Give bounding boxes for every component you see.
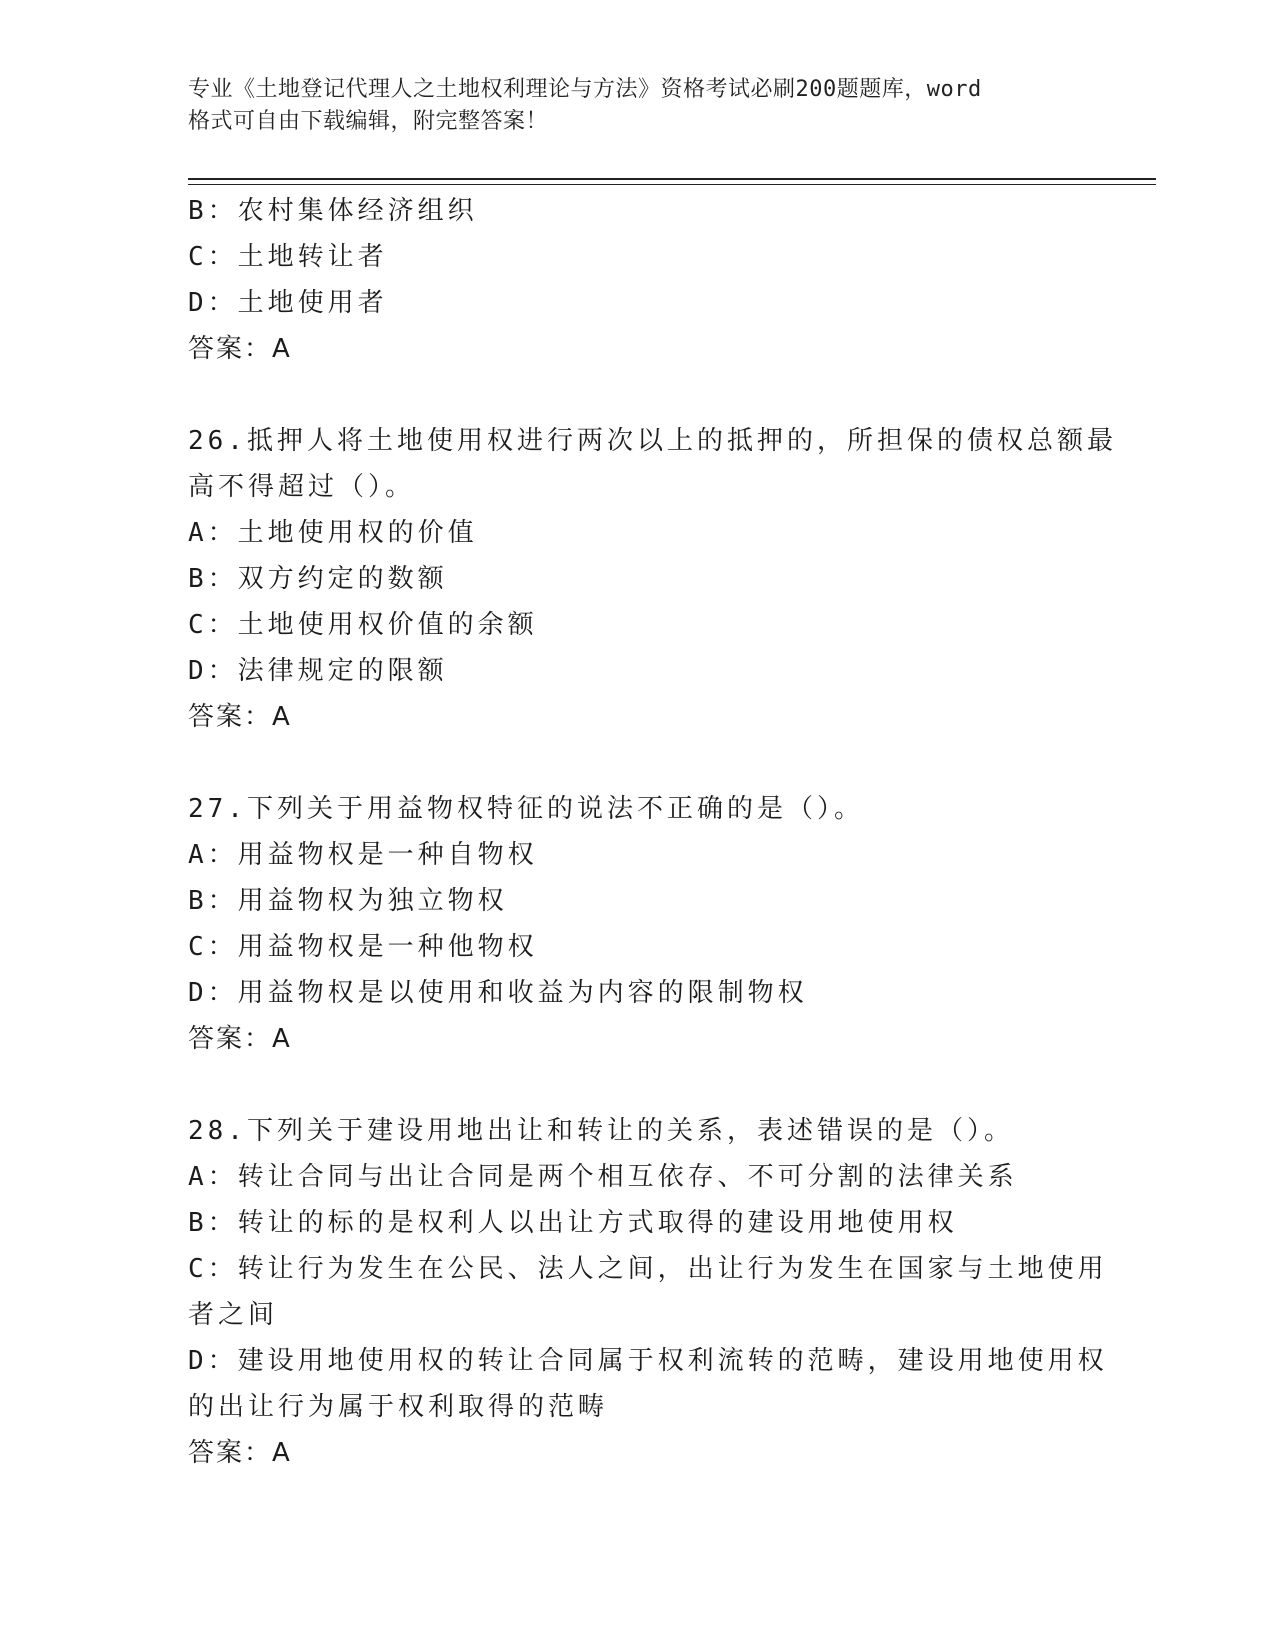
question-text: 28.下列关于建设用地出让和转让的关系，表述错误的是（）。 [188,1116,1014,1146]
option-b: B：转让的标的是权利人以出让方式取得的建设用地使用权 [188,1208,958,1238]
option-d-continued: 的出让行为属于权利取得的范畴 [188,1392,609,1422]
header-line-2: 格式可自由下载编辑，附完整答案！ [188,109,549,134]
option-d: D：法律规定的限额 [188,656,448,686]
option-d: D：土地使用者 [188,288,388,318]
question-block-28 [188,1108,1108,1476]
option-a: A：用益物权是一种自物权 [188,840,538,870]
question-text: 27.下列关于用益物权特征的说法不正确的是（）。 [188,794,864,824]
header-divider-thick [188,178,1156,180]
question-block-27 [188,786,1088,1062]
option-a: A：转让合同与出让合同是两个相互依存、不可分割的法律关系 [188,1162,1018,1192]
answer: 答案：A [188,702,292,732]
option-c: C：用益物权是一种他物权 [188,932,538,962]
answer: 答案：A [188,1024,292,1054]
option-c: C：转让行为发生在公民、法人之间，出让行为发生在国家与土地使用 [188,1254,1108,1284]
option-c-continued: 者之间 [188,1300,279,1330]
answer: 答案：A [188,1438,292,1468]
option-b: B：双方约定的数额 [188,564,448,594]
option-c: C：土地使用权价值的余额 [188,610,538,640]
question-text-continued: 高不得超过（）。 [188,472,416,502]
option-d: D：建设用地使用权的转让合同属于权利流转的范畴，建设用地使用权 [188,1346,1108,1376]
answer: 答案：A [188,334,292,364]
option-c: C：土地转让者 [188,242,388,272]
document-header [188,74,1088,138]
header-divider-thin [188,184,1156,185]
option-a: A：土地使用权的价值 [188,518,478,548]
question-text: 26.抵押人将土地使用权进行两次以上的抵押的，所担保的债权总额最 [188,426,1117,456]
option-d: D：用益物权是以使用和收益为内容的限制物权 [188,978,808,1008]
question-block-26 [188,418,1117,740]
option-b: B：农村集体经济组织 [188,196,478,226]
option-b: B：用益物权为独立物权 [188,886,508,916]
question-list [188,188,1117,1476]
question-block-25 [188,188,1088,372]
header-line-1: 专业《土地登记代理人之土地权利理论与方法》资格考试必刷200题题库，word [188,77,982,102]
